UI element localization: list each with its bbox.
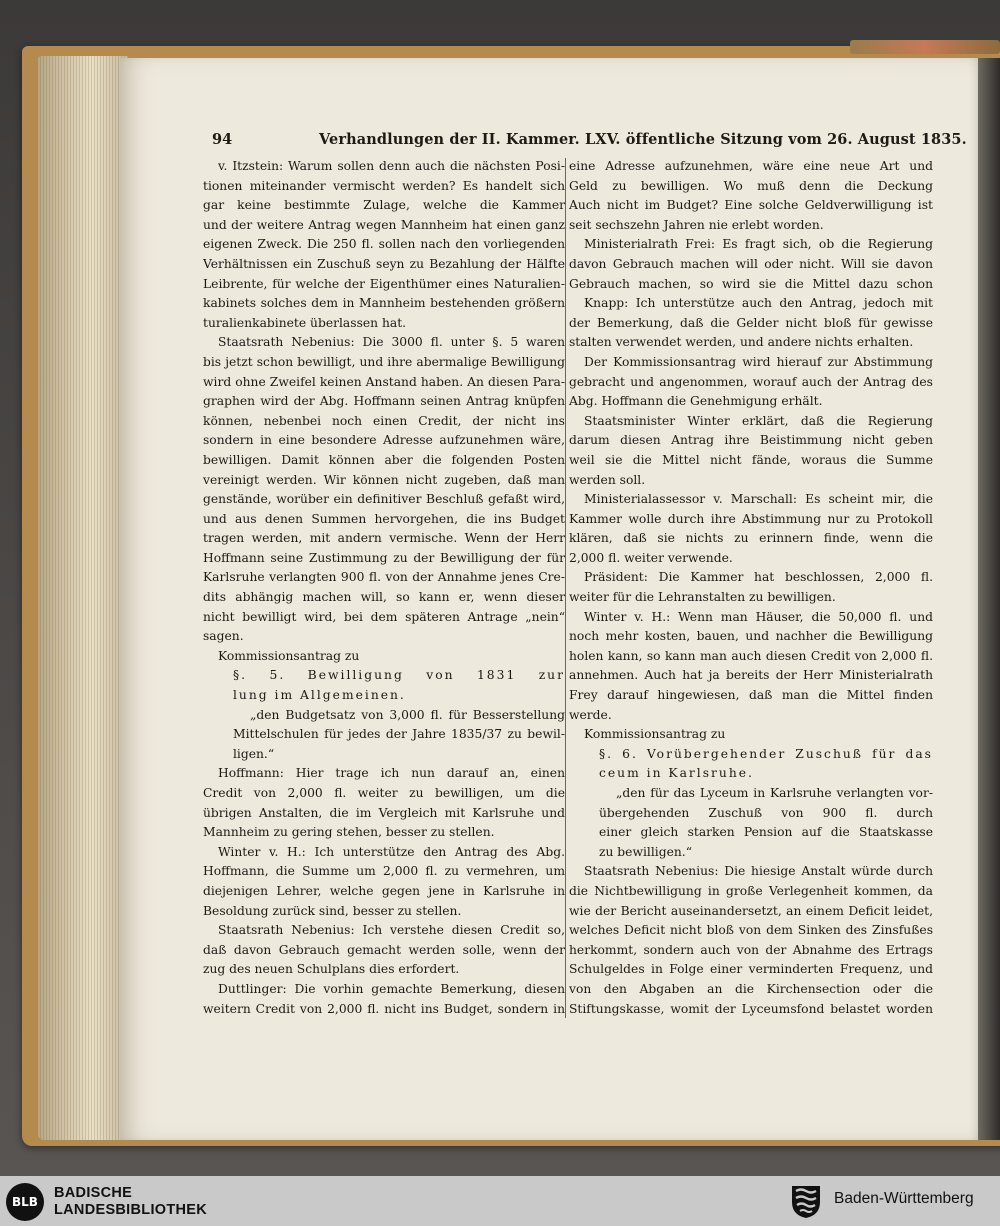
text-line: Mannheim zu gering stehen, besser zu stellen. — [203, 825, 495, 840]
text-line: tragen werden, mit andern vermische. Wenn der Herr — [203, 531, 565, 546]
text-line: nicht bewilligt wird, bei dem späteren Antrage „nein“ — [203, 609, 565, 624]
text-line: welches Deficit nicht bloß von dem Sinken des Zinsfußes — [569, 923, 933, 938]
text-line: gebracht und angenommen, worauf auch der Antrag des — [569, 374, 933, 389]
text-line: Verhältnissen ein Zuschuß seyn zu Bezahlung der Hälfte — [203, 256, 565, 271]
quoted-motion: „den Budgetsatz von 3,000 fl. für Besserstellung — [250, 707, 565, 722]
text-line: Winter v. H.: Ich unterstütze den Antrag des Abg. — [218, 844, 565, 859]
quoted-motion: übergehenden Zuschuß von 900 fl. durch — [599, 805, 933, 820]
text-line: klären, daß sie nichts zu erinnern finde, wenn die — [569, 531, 933, 546]
text-line: 2,000 fl. weiter verwende. — [569, 550, 733, 565]
text-line: Gebrauch machen, so wird sie die Mittel dazu schon — [569, 276, 933, 291]
text-line: annehmen. Auch hat ja bereits der Herr Ministerialrath — [569, 668, 933, 683]
running-head — [212, 131, 967, 153]
text-line: bewilligen. Damit können aber die folgenden Posten — [203, 452, 565, 467]
quoted-motion: ligen.“ — [233, 746, 275, 761]
text-line: weiter für die Lehranstalten zu bewilligen. — [569, 590, 836, 605]
text-line: werde. — [569, 707, 612, 722]
text-line: und aus denen Summen hervorgehen, die ins Budget — [203, 511, 565, 526]
text-line: weil sie die Mittel nicht fände, woraus die Summe — [569, 452, 933, 467]
text-line: Kammer wolle durch ihre Abstimmung nur zu Protokoll — [569, 511, 933, 526]
text-line: können, nebenbei noch einen Credit, der nicht ins — [203, 413, 565, 428]
text-line: die Nichtbewilligung in große Verlegenheit kommen, da — [569, 883, 933, 898]
text-line: weitern Credit von 2,000 fl. nicht ins Budget, sondern in — [203, 1001, 565, 1016]
column-divider — [565, 158, 566, 1018]
text-line: Credit von 2,000 fl. weiter zu bewilligen, um die — [203, 786, 565, 800]
text-line: seit sechszehn Jahren nie erlebt worden. — [569, 217, 824, 232]
library-name[interactable] — [54, 1185, 207, 1219]
text-line: stalten verwendet werden, und andere nichts erhalten. — [569, 335, 914, 350]
text-line: bis jetzt schon bewilligt, und ihre abermalige Bewilligung — [203, 354, 565, 369]
text-line: Abg. Hoffmann die Genehmigung erhält. — [569, 394, 823, 409]
blb-logo-icon[interactable]: BLB — [6, 1183, 44, 1221]
text-line: noch mehr kosten, bauen, und nachher die Bewilligung — [569, 629, 933, 644]
text-line: genstände, worüber ein definitiver Beschluß gefaßt wird, — [203, 492, 565, 507]
text-column-right — [569, 157, 933, 1019]
text-line: übrigen Anstalten, die im Vergleich mit Karlsruhe und — [203, 805, 565, 820]
section-heading: §. 5. Bewilligung von 1831 zur — [233, 668, 565, 683]
text-line: Schulgeldes in Folge einer verminderten Frequenz, und — [569, 962, 933, 977]
text-line: eine Adresse aufzunehmen, wäre eine neue Art und — [569, 159, 933, 173]
state-name[interactable]: Baden-Württemberg — [834, 1190, 974, 1207]
text-line: kabinets solches dem in Mannheim bestehenden größern — [203, 296, 565, 311]
text-line: sondern in eine besondere Adresse aufzunehmen wäre, — [203, 433, 565, 448]
quoted-motion: Mittelschulen für jedes der Jahre 1835/37 zu bewil- — [233, 727, 565, 742]
text-line: gar keine bestimmte Zulage, welche die Kammer — [203, 198, 565, 213]
page-number: 94 — [212, 131, 233, 148]
text-line: Ministerialrath Frei: Es fragt sich, ob die Regierung — [584, 237, 933, 252]
library-name-line1: BADISCHE — [54, 1185, 133, 1201]
text-line: vereinigt werden. Wir können nicht zugeben, daß man — [203, 472, 565, 487]
text-line: Karlsruhe verlangten 900 fl. von der Annahme jenes Cre- — [203, 570, 565, 585]
text-line: von den Abgaben an die Kirchensection oder die — [569, 981, 933, 996]
text-line: wie der Bericht auseinandersetzt, an einem Deficit leidet, — [569, 903, 933, 918]
text-line: Leibrente, für welche der Eigenthümer eines Naturalien- — [203, 276, 565, 291]
text-line: Winter v. H.: Wenn man Häuser, die 50,000 fl. und — [584, 609, 933, 624]
text-line: graphen wird der Abg. Hoffmann seinen Antrag knüpfen — [203, 394, 565, 409]
text-line: davon Gebrauch machen will oder nicht. Will sie davon — [569, 256, 933, 271]
baden-wuerttemberg-crest-icon[interactable] — [788, 1182, 824, 1220]
text-line: werden soll. — [569, 472, 646, 487]
text-line: sagen. — [203, 629, 244, 644]
quoted-motion: „den für das Lyceum in Karlsruhe verlangten vor- — [616, 786, 933, 800]
text-line: Auch nicht im Budget? Eine solche Geldverwilligung ist — [569, 198, 933, 213]
text-line: Besoldung zurück sind, besser zu stellen. — [203, 903, 462, 918]
text-line: Staatsminister Winter erklärt, daß die Regierung — [584, 413, 933, 428]
text-line: und der weitere Antrag wegen Mannheim hat einen ganz — [203, 217, 565, 232]
text-line: holen kann, so kann man auch diesen Credit von 2,000 fl. — [569, 648, 933, 663]
section-heading: §. 6. Vorübergehender Zuschuß für das — [599, 746, 933, 761]
quoted-motion: einer gleich starken Pension auf die Staatskasse — [599, 825, 933, 840]
text-line: Ministerialassessor v. Marschall: Es scheint mir, die — [584, 492, 933, 507]
library-name-line2: LANDESBIBLIOTHEK — [54, 1202, 208, 1218]
text-line: turalienkabinete überlassen hat. — [203, 315, 407, 330]
text-line: Staatsrath Nebenius: Ich verstehe diesen Credit so, — [218, 923, 565, 938]
section-label: Kommissionsantrag zu — [218, 648, 360, 663]
text-line: v. Itzstein: Warum sollen denn auch die nächsten Posi- — [218, 159, 565, 173]
text-line: Staatsrath Nebenius: Die 3000 fl. unter §. 5 waren — [218, 335, 565, 350]
footer-bar — [0, 1176, 1000, 1226]
page-edges-shading — [38, 56, 128, 1140]
text-line: Geld zu bewilligen. Wo muß denn die Deckung — [569, 178, 933, 193]
text-line: Der Kommissionsantrag wird hierauf zur Abstimmung — [584, 354, 933, 369]
book-cover-edge — [850, 40, 1000, 54]
text-line: eigenen Zweck. Die 250 fl. sollen nach den vorliegenden — [203, 237, 565, 252]
section-label: Kommissionsantrag zu — [584, 727, 726, 742]
text-line: diejenigen Lehrer, welche gegen jene in Karlsruhe in — [203, 883, 565, 898]
quoted-motion: zu bewilligen.“ — [599, 844, 692, 859]
text-line: herkommt, sondern auch von der Abnahme des Ertrags — [569, 942, 933, 957]
text-line: Hoffmann seine Zustimmung zu der Bewilligung der für — [203, 550, 565, 565]
text-line: tionen miteinander vermischt werden? Es handelt sich — [203, 178, 565, 193]
text-line: daß davon Gebrauch gemacht werden solle, wenn der — [203, 942, 565, 957]
text-line: dits abhängig machen will, so kann er, wenn dieser — [203, 590, 565, 605]
text-line: Hoffmann, die Summe um 2,000 fl. zu vermehren, um — [203, 864, 565, 879]
text-column-left — [203, 157, 565, 1019]
section-heading: lung im Allgemeinen. — [233, 688, 406, 703]
text-line: Staatsrath Nebenius: Die hiesige Anstalt würde durch — [584, 864, 933, 879]
text-line: Stiftungskasse, womit der Lyceumsfond belastet worden — [569, 1001, 933, 1016]
text-line: Präsident: Die Kammer hat beschlossen, 2,000 fl. — [584, 570, 933, 585]
text-line: der Bemerkung, daß die Gelder nicht bloß für gewisse — [569, 315, 933, 330]
text-line: zug des neuen Schulplans dies erfordert. — [203, 962, 460, 977]
text-line: Frey darauf hingewiesen, daß man die Mittel finden — [569, 688, 933, 703]
text-line: Knapp: Ich unterstütze auch den Antrag, jedoch mit — [584, 296, 933, 311]
gutter-shadow — [978, 58, 1000, 1140]
text-line: Hoffmann: Hier trage ich nun darauf an, einen — [218, 766, 565, 781]
page-header-title: Verhandlungen der II. Kammer. LXV. öffentliche Sitzung vom 26. August 1835. — [319, 131, 967, 148]
text-line: Duttlinger: Die vorhin gemachte Bemerkung, diesen — [218, 981, 565, 996]
text-line: darum diesen Antrag ihre Beistimmung nicht geben — [569, 433, 933, 448]
text-line: wird ohne Zweifel keinen Anstand haben. An diesen Para- — [203, 374, 565, 389]
section-heading: ceum in Karlsruhe. — [599, 766, 754, 781]
